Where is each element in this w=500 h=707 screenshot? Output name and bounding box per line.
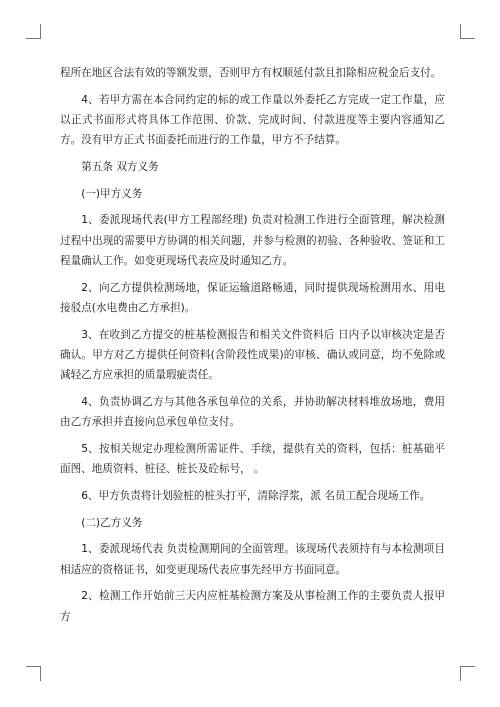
section-heading-obligations: 第五条 双方义务 [81, 161, 159, 173]
crop-mark-bottom-left [26, 666, 41, 681]
paragraph-a-4: 4、负责协调乙方与其他各承包单位的关系，并协助解决材料堆放场地，费用由乙方承担并直接向总承包单位支付。 [60, 396, 445, 429]
crop-mark-bottom-right [460, 666, 475, 681]
crop-mark-top-right [460, 24, 475, 39]
paragraph-a-1: 1、委派现场代表(甲方工程部经理) 负责对检测工作进行全面管理，解决检测过程中出现的需要甲方协调的相关问题，并参与检测的初验、各种验收、签证和工程量确认工作。如变更现场代表应及时通知乙方。 [60, 214, 445, 267]
paragraph-b-1: 1、委派现场代表 负责检测期间的全面管理。该现场代表须持有与本检测项目相适应的资格证书，如变更现场代表应事先经甲方书面同意。 [60, 543, 445, 576]
paragraph-a-2: 2、向乙方提供检测场地，保证运输道路畅通，同时提供现场检测用水、用电接驳点(水电费由乙方承担)。 [60, 281, 445, 314]
paragraph-a-3: 3、在收到乙方提交的桩基检测报告和相关文件资料后 日内予以审核决定是否确认。甲方对乙方提供任何资料(含阶段性成果)的审核、确认或同意，均不免除或减轻乙方应承担的质量瑕疵责任。 [60, 328, 445, 382]
paragraph-payment-invoice: 程所在地区合法有效的等额发票，否则甲方有权顺延付款且扣除相应税金后支付。 [60, 67, 442, 79]
paragraph-a-5: 5、按相关规定办理检测所需证件、手续，提供有关的资料，包括：桩基础平面图、地质资料、桩径、桩长及砼标号， 。 [60, 443, 445, 476]
crop-mark-top-left [26, 24, 41, 39]
paragraph-a-6: 6、甲方负责将计划验桩的桩头打平，清除浮浆，派 名员工配合现场工作。 [81, 490, 431, 502]
subheading-party-a: (一)甲方义务 [81, 187, 143, 200]
document-body [60, 63, 445, 633]
subheading-party-b: (二)乙方义务 [81, 516, 143, 529]
paragraph-b-2: 2、检测工作开始前三天内应桩基检测方案及从事检测工作的主要负责人报甲方 [60, 590, 445, 623]
paragraph-extra-work: 4、若甲方需在本合同约定的标的或工作量以外委托乙方完成一定工作量，应以正式书面形式将具体工作范围、价款、完成时间、付款进度等主要内容通知乙方。没有甲方正式书面委托而进行的工作量，甲方不予结算。 [60, 93, 445, 147]
